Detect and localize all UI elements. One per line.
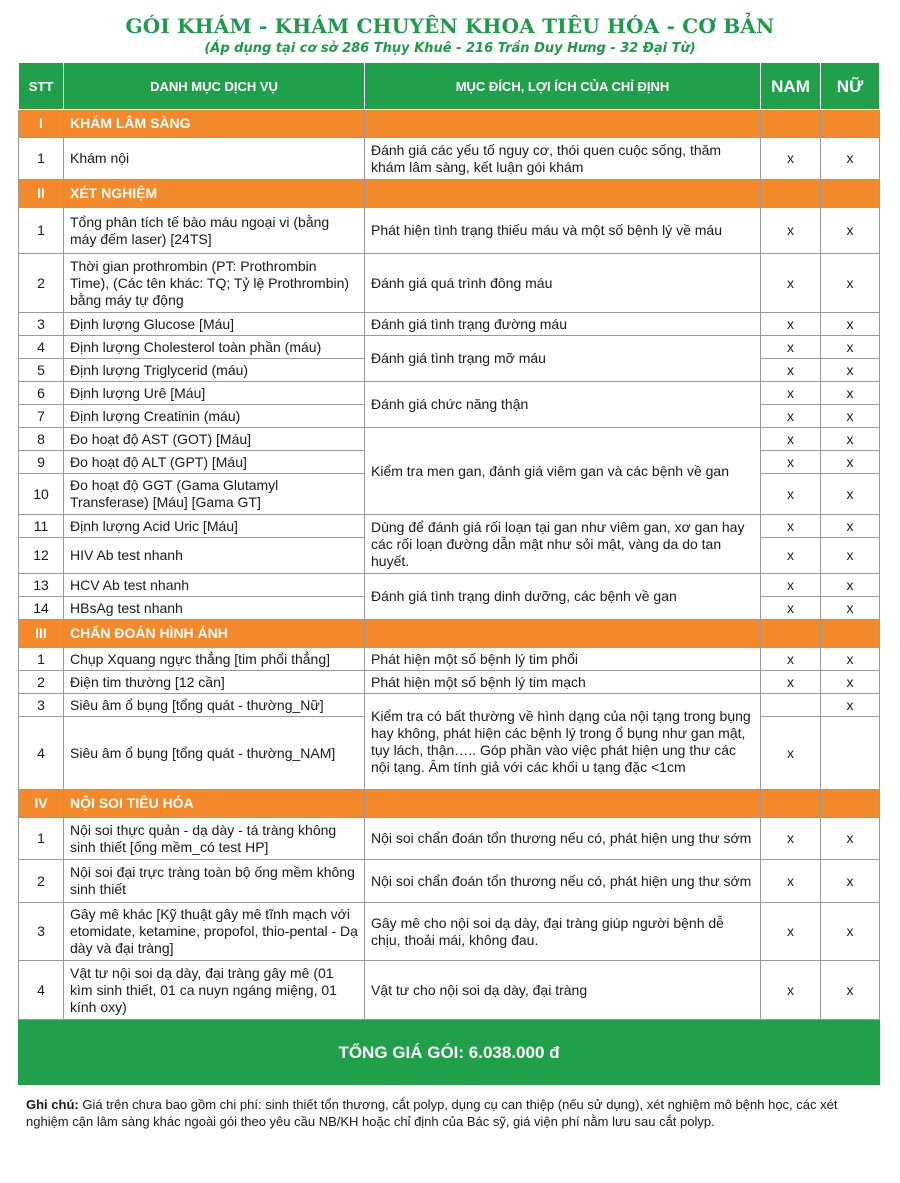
footnote — [26, 1096, 876, 1130]
stt-cell: 3 — [19, 313, 64, 336]
female-cell: x — [821, 208, 880, 254]
female-cell: x — [821, 405, 880, 428]
stt-cell: 2 — [19, 860, 64, 903]
page-subtitle: (Áp dụng tại cơ sở 286 Thụy Khuê - 216 Trần Duy Hưng - 32 Đại Từ) — [204, 41, 696, 56]
stt-cell: 8 — [19, 428, 64, 451]
table-row — [19, 574, 880, 597]
section-row — [19, 620, 880, 648]
table-row — [19, 515, 880, 538]
service-cell: Chụp Xquang ngực thẳng [tim phổi thẳng] — [64, 648, 365, 671]
table-row — [19, 860, 880, 903]
female-cell: x — [821, 538, 880, 574]
col-service: DANH MỤC DỊCH VỤ — [64, 63, 365, 110]
male-cell: x — [761, 382, 821, 405]
female-cell: x — [821, 336, 880, 359]
stt-cell: 12 — [19, 538, 64, 574]
service-cell: HBsAg test nhanh — [64, 597, 365, 620]
male-cell: x — [761, 818, 821, 860]
table-row — [19, 208, 880, 254]
service-table — [18, 62, 880, 1085]
section-title: KHÁM LÂM SÀNG — [64, 110, 365, 138]
female-cell: x — [821, 313, 880, 336]
stt-cell: 4 — [19, 961, 64, 1020]
stt-cell: 11 — [19, 515, 64, 538]
female-cell: x — [821, 474, 880, 515]
footnote-label: Ghi chú: — [26, 1097, 79, 1112]
section-title: XÉT NGHIỆM — [64, 180, 365, 208]
stt-cell: 7 — [19, 405, 64, 428]
female-cell: x — [821, 451, 880, 474]
male-cell: x — [761, 538, 821, 574]
male-cell: x — [761, 574, 821, 597]
stt-cell: 1 — [19, 208, 64, 254]
col-purpose: MỤC ĐÍCH, LỢI ÍCH CỦA CHỈ ĐỊNH — [365, 63, 761, 110]
stt-cell: 2 — [19, 671, 64, 694]
purpose-cell: Phát hiện một số bệnh lý tim phổi — [365, 648, 761, 671]
purpose-cell: Đánh giá chức năng thận — [365, 382, 761, 428]
service-cell: Khám nội — [64, 138, 365, 180]
service-cell: Định lượng Cholesterol toàn phần (máu) — [64, 336, 365, 359]
male-cell: x — [761, 515, 821, 538]
service-cell: Siêu âm ổ bụng [tổng quát - thường_NAM] — [64, 717, 365, 790]
female-cell: x — [821, 382, 880, 405]
table-row — [19, 336, 880, 359]
service-cell: Đo hoạt độ ALT (GPT) [Máu] — [64, 451, 365, 474]
female-cell: x — [821, 428, 880, 451]
purpose-cell: Đánh giá quá trình đông máu — [365, 254, 761, 313]
stt-cell: 5 — [19, 359, 64, 382]
table-row — [19, 382, 880, 405]
male-cell: x — [761, 961, 821, 1020]
male-cell: x — [761, 597, 821, 620]
female-cell: x — [821, 597, 880, 620]
female-cell: x — [821, 138, 880, 180]
col-stt: STT — [19, 63, 64, 110]
service-cell: Đo hoạt độ GGT (Gama Glutamyl Transferase) [Máu] [Gama GT] — [64, 474, 365, 515]
stt-cell: 9 — [19, 451, 64, 474]
service-cell: HCV Ab test nhanh — [64, 574, 365, 597]
male-cell: x — [761, 138, 821, 180]
service-cell: Nội soi đại trực tràng toàn bộ ống mềm không sinh thiết — [64, 860, 365, 903]
page-title: GÓI KHÁM - KHÁM CHUYÊN KHOA TIÊU HÓA - CƠ BẢN — [125, 14, 775, 38]
male-cell: x — [761, 405, 821, 428]
footnote-text: Giá trên chưa bao gồm chi phí: sinh thiết tổn thương, cắt polyp, dụng cụ can thiệp (nếu sử dụng), xét nghiệm mô bệnh học, các xét nghiệm cận lâm sàng khác ngoài gói theo yêu cầu NB/KH hoặc chỉ định của Bác sỹ, giá viện phí nằm lưu sau cắt polyp. — [26, 1097, 838, 1129]
purpose-cell: Kiểm tra men gan, đánh giá viêm gan và các bệnh về gan — [365, 428, 761, 515]
male-cell: x — [761, 860, 821, 903]
female-cell: x — [821, 671, 880, 694]
table-row — [19, 138, 880, 180]
service-cell: Định lượng Urê [Máu] — [64, 382, 365, 405]
stt-cell: 1 — [19, 818, 64, 860]
table-row — [19, 903, 880, 961]
purpose-cell: Đánh giá các yếu tố nguy cơ, thói quen cuộc sống, thăm khám lâm sàng, kết luận gói khám — [365, 138, 761, 180]
service-cell: Thời gian prothrombin (PT: Prothrombin Time), (Các tên khác: TQ; Tỷ lệ Prothrombin) bằng máy tự động — [64, 254, 365, 313]
female-cell — [821, 717, 880, 790]
section-row — [19, 110, 880, 138]
table-header-row — [19, 63, 880, 110]
table-row — [19, 671, 880, 694]
service-cell: HIV Ab test nhanh — [64, 538, 365, 574]
stt-cell: 6 — [19, 382, 64, 405]
male-cell: x — [761, 451, 821, 474]
purpose-cell: Phát hiện một số bệnh lý tim mạch — [365, 671, 761, 694]
purpose-cell: Dùng để đánh giá rối loạn tại gan như viêm gan, xơ gan hay các rối loạn đường dẫn mật như sỏi mật, vàng da do tan huyết. — [365, 515, 761, 574]
female-cell: x — [821, 254, 880, 313]
table-row — [19, 961, 880, 1020]
service-cell: Định lượng Triglycerid (máu) — [64, 359, 365, 382]
table-row — [19, 428, 880, 451]
female-cell: x — [821, 818, 880, 860]
stt-cell: 4 — [19, 336, 64, 359]
female-cell: x — [821, 648, 880, 671]
stt-cell: 4 — [19, 717, 64, 790]
col-male: NAM — [761, 63, 821, 110]
service-cell: Vật tư nội soi dạ dày, đại tràng gây mê (01 kìm sinh thiết, 01 ca nuyn ngáng miệng, 01 kính oxy) — [64, 961, 365, 1020]
table-row — [19, 818, 880, 860]
female-cell: x — [821, 694, 880, 717]
stt-cell: 10 — [19, 474, 64, 515]
section-row — [19, 180, 880, 208]
male-cell: x — [761, 428, 821, 451]
service-cell: Định lượng Acid Uric [Máu] — [64, 515, 365, 538]
section-number: I — [19, 110, 64, 138]
service-cell: Siêu âm ổ bụng [tổng quát - thường_Nữ] — [64, 694, 365, 717]
purpose-cell: Đánh giá tình trạng mỡ máu — [365, 336, 761, 382]
stt-cell: 2 — [19, 254, 64, 313]
stt-cell: 3 — [19, 694, 64, 717]
table-row — [19, 648, 880, 671]
purpose-cell: Đánh giá tình trạng đường máu — [365, 313, 761, 336]
purpose-cell: Gây mê cho nội soi dạ dày, đại tràng giúp người bệnh dễ chịu, thoải mái, không đau. — [365, 903, 761, 961]
female-cell: x — [821, 903, 880, 961]
table-row — [19, 313, 880, 336]
service-cell: Gây mê khác [Kỹ thuật gây mê tĩnh mạch với etomidate, ketamine, propofol, thio-pental - Dạ dày và đại tràng] — [64, 903, 365, 961]
male-cell: x — [761, 208, 821, 254]
stt-cell: 3 — [19, 903, 64, 961]
purpose-cell: Nội soi chẩn đoán tổn thương nếu có, phát hiện ung thư sớm — [365, 860, 761, 903]
purpose-cell: Nội soi chẩn đoán tổn thương nếu có, phát hiện ung thư sớm — [365, 818, 761, 860]
male-cell: x — [761, 903, 821, 961]
male-cell: x — [761, 359, 821, 382]
male-cell: x — [761, 254, 821, 313]
section-title: NỘI SOI TIÊU HÓA — [64, 790, 365, 818]
section-row — [19, 790, 880, 818]
male-cell: x — [761, 313, 821, 336]
purpose-cell: Đánh giá tình trạng dinh dưỡng, các bệnh về gan — [365, 574, 761, 620]
service-cell: Đo hoạt độ AST (GOT) [Máu] — [64, 428, 365, 451]
section-number: II — [19, 180, 64, 208]
stt-cell: 1 — [19, 138, 64, 180]
male-cell — [761, 694, 821, 717]
total-price: TỔNG GIÁ GÓI: 6.038.000 đ — [19, 1020, 880, 1085]
purpose-cell: Phát hiện tình trạng thiếu máu và một số bệnh lý về máu — [365, 208, 761, 254]
service-cell: Tổng phân tích tế bào máu ngoại vi (bằng máy đếm laser) [24TS] — [64, 208, 365, 254]
table-row — [19, 694, 880, 717]
service-cell: Điện tim thường [12 cần] — [64, 671, 365, 694]
section-number: IV — [19, 790, 64, 818]
stt-cell: 1 — [19, 648, 64, 671]
stt-cell: 14 — [19, 597, 64, 620]
female-cell: x — [821, 574, 880, 597]
service-cell: Nội soi thực quản - dạ dày - tá tràng không sinh thiết [ống mềm_có test HP] — [64, 818, 365, 860]
purpose-cell: Kiểm tra có bất thường về hình dạng của nội tạng trong bụng hay không, phát hiện các bệnh lý trong ổ bụng như gan mật, tụy lách, thận….. Góp phần vào việc phát hiện ung thư các nội tạng. Âm tính giả với các khối u tạng đặc <1cm — [365, 694, 761, 790]
male-cell: x — [761, 717, 821, 790]
purpose-cell: Vật tư cho nội soi dạ dày, đại tràng — [365, 961, 761, 1020]
male-cell: x — [761, 671, 821, 694]
stt-cell: 13 — [19, 574, 64, 597]
section-number: III — [19, 620, 64, 648]
total-row — [19, 1020, 880, 1085]
service-cell: Định lượng Creatinin (máu) — [64, 405, 365, 428]
section-title: CHẨN ĐOÁN HÌNH ẢNH — [64, 620, 365, 648]
male-cell: x — [761, 336, 821, 359]
male-cell: x — [761, 648, 821, 671]
table-row — [19, 254, 880, 313]
female-cell: x — [821, 359, 880, 382]
female-cell: x — [821, 961, 880, 1020]
female-cell: x — [821, 515, 880, 538]
service-cell: Định lượng Glucose [Máu] — [64, 313, 365, 336]
male-cell: x — [761, 474, 821, 515]
col-female: NỮ — [821, 63, 880, 110]
female-cell: x — [821, 860, 880, 903]
